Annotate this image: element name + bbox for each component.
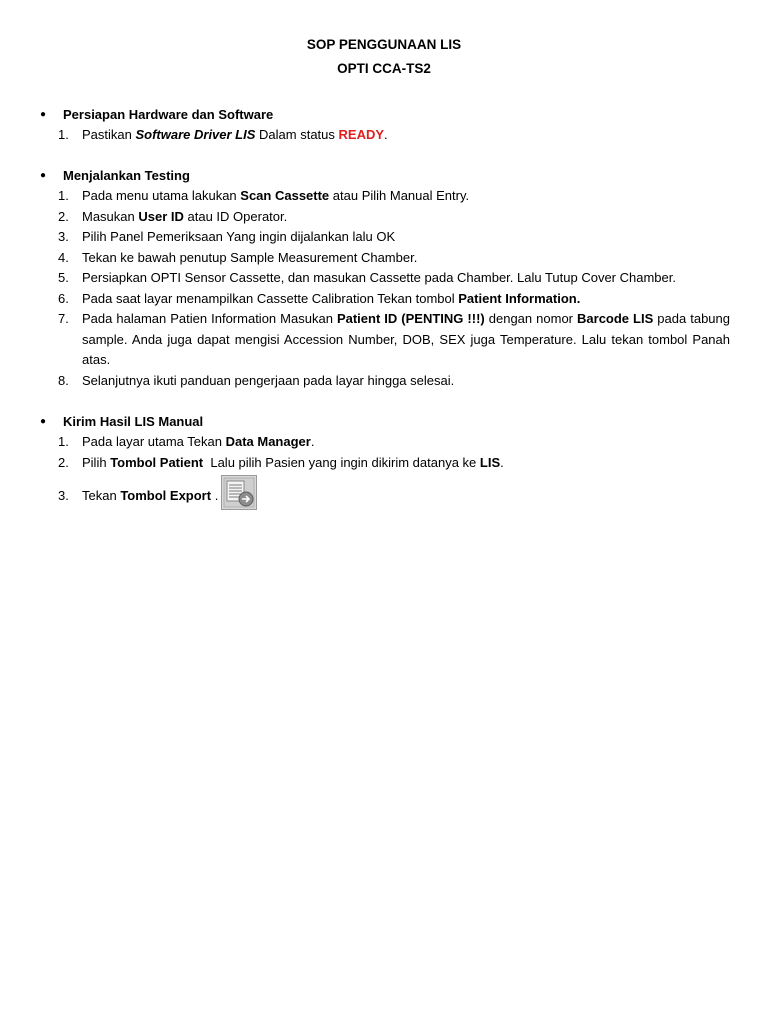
list-text: Pastikan Software Driver LIS Dalam status READY. xyxy=(82,127,388,142)
list-item xyxy=(0,268,768,289)
bullet-icon: ● xyxy=(40,109,47,120)
list-number: 4. xyxy=(58,249,69,265)
list-text: Tekan Tombol Export . xyxy=(82,479,730,514)
section-send-lis xyxy=(0,412,768,514)
list-item xyxy=(0,125,768,146)
list-text: Pilih Panel Pemeriksaan Yang ingin dijalankan lalu OK xyxy=(82,229,396,244)
section-heading: ● Menjalankan Testing xyxy=(0,166,768,186)
bullet-icon: ● xyxy=(40,170,47,181)
list-item xyxy=(0,453,768,474)
list-number: 1. xyxy=(58,188,69,203)
list-text: Tekan ke bawah penutup Sample Measurement Chamber. xyxy=(82,249,418,265)
list-number: 1. xyxy=(58,434,69,449)
list-text: Pada menu utama lakukan Scan Cassette atau Pilih Manual Entry. xyxy=(82,188,470,203)
doc-subtitle: OPTI CCA-TS2 xyxy=(337,61,431,76)
list-number: 1. xyxy=(58,127,69,142)
list-number: 8. xyxy=(58,372,69,388)
list-text: Pada halaman Patien Information Masukan Patient ID (PENTING !!!) dengan nomor Barcode LIS pada tabung sample. Anda juga dapat mengisi Accession Number, DOB, SEX juga Temperature. Lalu tekan tombol Panah atas. xyxy=(82,311,730,367)
list-number: 3. xyxy=(58,229,69,244)
list-number: 2. xyxy=(58,454,69,470)
list-text: Pada saat layar menampilkan Cassette Calibration Tekan tombol Patient Information. xyxy=(82,290,581,306)
list-item xyxy=(0,186,768,207)
list-item xyxy=(0,289,768,310)
list-item xyxy=(0,432,768,453)
list-text: Selanjutnya ikuti panduan pengerjaan pada layar hingga selesai. xyxy=(82,372,455,388)
section-heading: ● Persiapan Hardware dan Software xyxy=(0,105,768,125)
list-text: Pilih Tombol Patient Lalu pilih Pasien yang ingin dikirim datanya ke LIS. xyxy=(82,454,504,470)
list-item xyxy=(0,479,768,514)
list-number: 7. xyxy=(58,311,69,326)
doc-title: SOP PENGGUNAAN LIS xyxy=(306,37,462,52)
list-number: 5. xyxy=(58,270,69,285)
section-hardware-software xyxy=(0,105,768,146)
list-item xyxy=(0,309,768,371)
bullet-icon: ● xyxy=(40,416,47,427)
list-number: 6. xyxy=(58,290,69,306)
export-icon xyxy=(221,475,257,510)
section-heading: ● Kirim Hasil LIS Manual xyxy=(0,412,768,432)
list-number: 3. xyxy=(58,488,69,503)
list-item xyxy=(0,248,768,269)
list-item xyxy=(0,227,768,248)
list-text: Masukan User ID atau ID Operator. xyxy=(82,208,288,224)
list-text: Persiapkan OPTI Sensor Cassette, dan masukan Cassette pada Chamber. Lalu Tutup Cover Chamber. xyxy=(82,270,676,285)
section-testing xyxy=(0,166,768,391)
list-item xyxy=(0,207,768,228)
list-text: Pada layar utama Tekan Data Manager. xyxy=(82,434,315,449)
list-number: 2. xyxy=(58,208,69,224)
list-item xyxy=(0,371,768,392)
